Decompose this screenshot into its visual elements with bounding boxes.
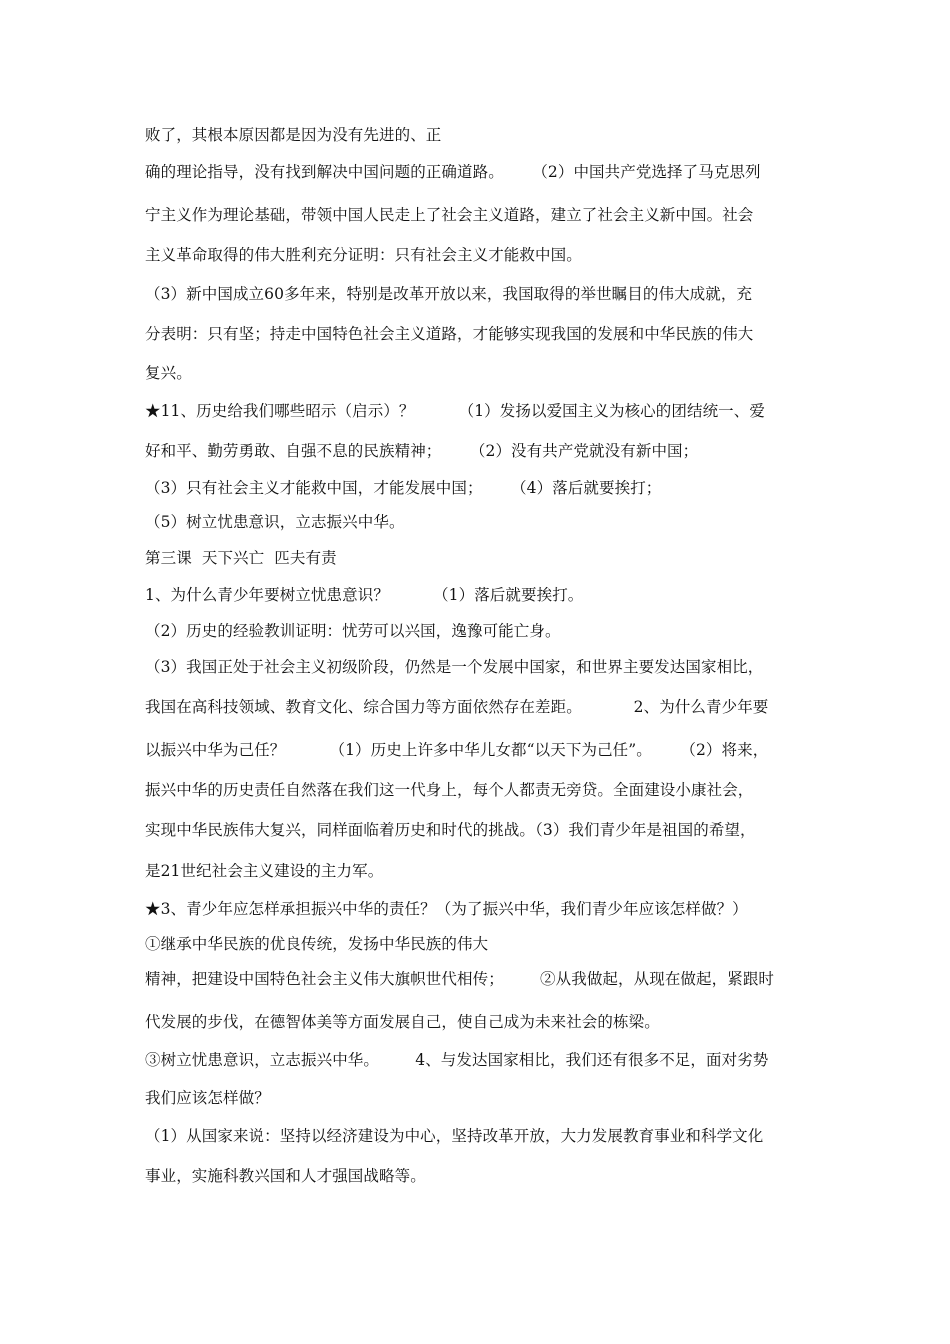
text-line: （3）新中国成立60多年来，特别是改革开放以来，我国取得的举世瞩目的伟大成就，充 <box>145 285 753 303</box>
text-line: （3）只有社会主义才能救中国，才能发展中国； （4）落后就要挨打； <box>145 479 662 497</box>
text-line: ③树立忧患意识，立志振兴中华。 4、与发达国家相比，我们还有很多不足，面对劣势 <box>145 1051 769 1069</box>
text-line: （1）从国家来说：坚持以经济建设为中心，坚持改革开放，大力发展教育事业和科学文化 <box>145 1127 764 1145</box>
text-line: 主义革命取得的伟大胜利充分证明：只有社会主义才能救中国。 <box>145 246 582 264</box>
text-line: ★3、青少年应怎样承担振兴中华的责任？（为了振兴中华，我们青少年应该怎样做？） <box>145 900 748 918</box>
text-line: 复兴。 <box>145 364 192 382</box>
text-line: 败了，其根本原因都是因为没有先进的、正 <box>145 126 442 144</box>
text-line: 我国在高科技领域、教育文化、综合国力等方面依然存在差距。 2、为什么青少年要 <box>145 698 769 716</box>
text-line: 分表明：只有坚；持走中国特色社会主义道路，才能够实现我国的发展和中华民族的伟大 <box>145 325 754 343</box>
text-line: 振兴中华的历史责任自然落在我们这一代身上，每个人都责无旁贷。全面建设小康社会， <box>145 781 754 799</box>
text-line: 1、为什么青少年要树立忧患意识？ （1）落后就要挨打。 <box>145 586 584 604</box>
text-line: 我们应该怎样做？ <box>145 1089 270 1107</box>
text-line: （2）历史的经验教训证明：忧劳可以兴国，逸豫可能亡身。 <box>145 622 561 640</box>
text-line: ①继承中华民族的优良传统，发扬中华民族的伟大 <box>145 935 489 953</box>
text-line: （3）我国正处于社会主义初级阶段，仍然是一个发展中国家，和世界主要发达国家相比， <box>145 658 764 676</box>
text-line: 好和平、勤劳勇敢、自强不息的民族精神； （2）没有共产党就没有新中国； <box>145 442 699 460</box>
text-line: 以振兴中华为己任？ （1）历史上许多中华儿女都“以天下为己任”。 （2）将来， <box>145 741 769 759</box>
text-line: ★11、历史给我们哪些昭示（启示）？ （1）发扬以爱国主义为核心的团结统一、爱 <box>145 402 765 420</box>
text-line: 代发展的步伐，在德智体美等方面发展自己，使自己成为未来社会的栋梁。 <box>145 1013 660 1031</box>
section-heading: 第三课 天下兴亡 匹夫有责 <box>145 549 337 567</box>
text-line: 事业，实施科教兴国和人才强国战略等。 <box>145 1167 426 1185</box>
text-line: （5）树立忧患意识，立志振兴中华。 <box>145 513 405 531</box>
text-line: 确的理论指导，没有找到解决中国问题的正确道路。 （2）中国共产党选择了马克思列 <box>145 163 761 181</box>
text-line: 宁主义作为理论基础，带领中国人民走上了社会主义道路，建立了社会主义新中国。社会 <box>145 206 754 224</box>
text-line: 实现中华民族伟大复兴，同样面临着历史和时代的挑战。（3）我们青少年是祖国的希望， <box>145 821 756 839</box>
text-line: 精神，把建设中国特色社会主义伟大旗帜世代相传； ②从我做起，从现在做起，紧跟时 <box>145 970 775 988</box>
text-line: 是21世纪社会主义建设的主力军。 <box>145 862 384 880</box>
